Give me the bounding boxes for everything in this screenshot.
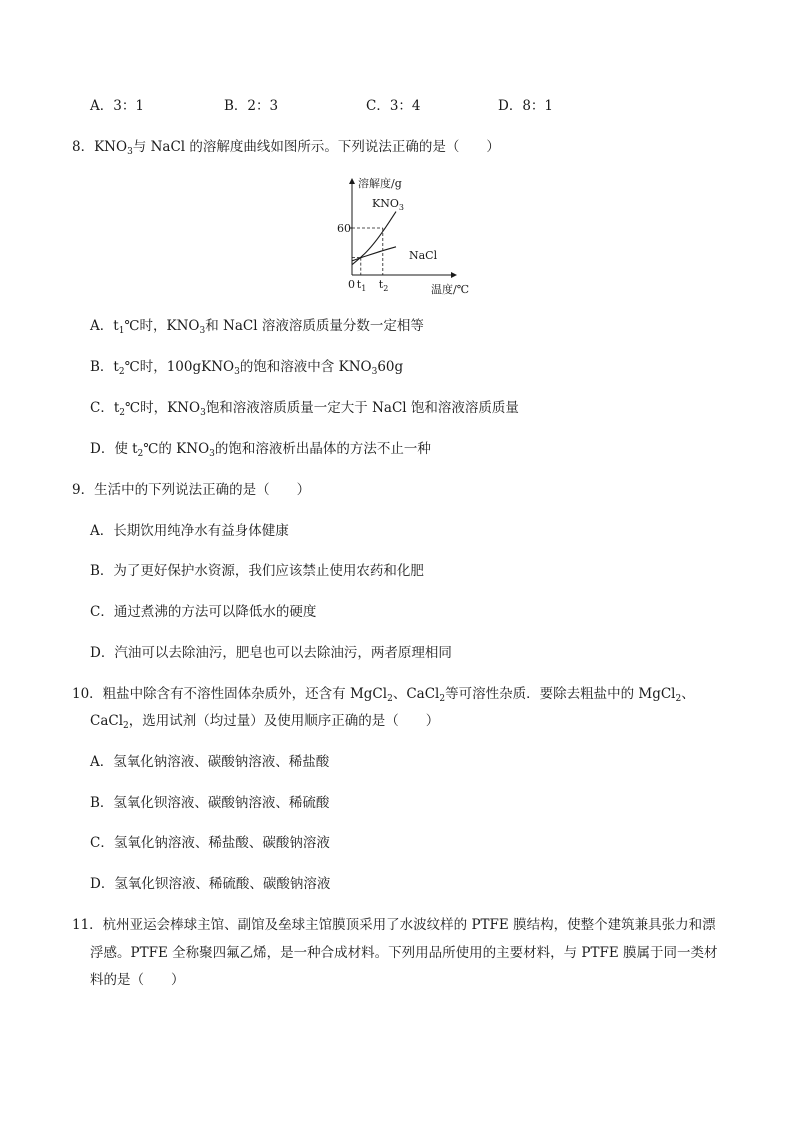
series-line-nacl xyxy=(352,247,396,261)
q9-option-b: B．为了更好保护水资源，我们应该禁止使用农药和化肥 xyxy=(90,563,424,579)
x-tick-label-2: $t_2$ xyxy=(378,278,389,293)
q10-option-c: C．氢氧化钠溶液、稀盐酸、碳酸钠溶液 xyxy=(90,835,330,851)
q9-option-d: D．汽油可以去除油污，肥皂也可以去除油污，两者原理相同 xyxy=(90,645,452,661)
q9-stem: 9．生活中的下列说法正确的是（ ） xyxy=(72,482,311,498)
q10-stem-line1: 10．粗盐中除含有不溶性固体杂质外，还含有 MgCl$_2$、CaCl$_2$等可溶性杂质．要除去粗盐中的 MgCl$_2$、 xyxy=(72,686,695,704)
solubility-chart xyxy=(330,172,480,300)
q10-option-b: B．氢氧化钡溶液、碳酸钠溶液、稀硫酸 xyxy=(90,795,330,811)
q9-option-a: A．长期饮用纯净水有益身体健康 xyxy=(90,523,289,539)
q9-option-c: C．通过煮沸的方法可以降低水的硬度 xyxy=(90,604,317,620)
q8-option-b: B．$t_2℃$时，100gKNO$_3$的饱和溶液中含 $KNO_360g$ xyxy=(90,359,404,377)
x-axis-label: 温度/℃ xyxy=(431,283,470,296)
series-line-kno3 xyxy=(352,212,396,265)
q7-option-a: A．3：1 xyxy=(90,98,144,114)
q10-option-a: A．氢氧化钠溶液、碳酸钠溶液、稀盐酸 xyxy=(90,754,330,770)
q7-option-b: B．2：3 xyxy=(224,98,279,114)
q7-option-d: D．8：1 xyxy=(498,98,554,114)
q11-stem-line3: 料的是（ ） xyxy=(90,972,185,988)
q8-stem: 8．$KNO_3$与 NaCl 的溶解度曲线如图所示。下列说法正确的是（ ） xyxy=(72,139,500,157)
series-label-kno3: $KNO_3$ xyxy=(372,197,404,212)
q11-stem-line1: 11．杭州亚运会棒球主馆、副馆及垒球主馆膜顶采用了水波纹样的 PTFE 膜结构，使整个建筑兼具张力和漂 xyxy=(72,917,716,933)
q10-option-d: D．氢氧化钡溶液、稀硫酸、碳酸钠溶液 xyxy=(90,876,331,892)
q7-option-c: C．3：4 xyxy=(366,98,421,114)
y-tick-label: 60 xyxy=(337,222,351,235)
q8-option-c: C．$t_2℃$时，$KNO_3$饱和溶液溶质质量一定大于 NaCl 饱和溶液溶质质量 xyxy=(90,400,519,418)
y-axis-label: 溶解度/g xyxy=(358,177,402,190)
origin-label: 0 xyxy=(348,278,355,291)
q8-option-d: D．使 $t_2℃$的 $KNO_3$的饱和溶液析出晶体的方法不止一种 xyxy=(90,441,431,459)
q10-stem-line2: CaCl$_2$，选用试剂（均过量）及使用顺序正确的是（ ） xyxy=(90,713,440,731)
series-label-nacl: NaCl xyxy=(409,249,438,262)
q11-stem-line2: 浮感。PTFE 全称聚四氟乙烯，是一种合成材料。下列用品所使用的主要材料，与 PTFE 膜属于同一类材 xyxy=(90,945,718,961)
q8-option-a: A．$t_1℃$时，$KNO_3$和 NaCl 溶液溶质质量分数一定相等 xyxy=(90,318,424,336)
x-tick-label-1: $t_1$ xyxy=(356,278,367,293)
